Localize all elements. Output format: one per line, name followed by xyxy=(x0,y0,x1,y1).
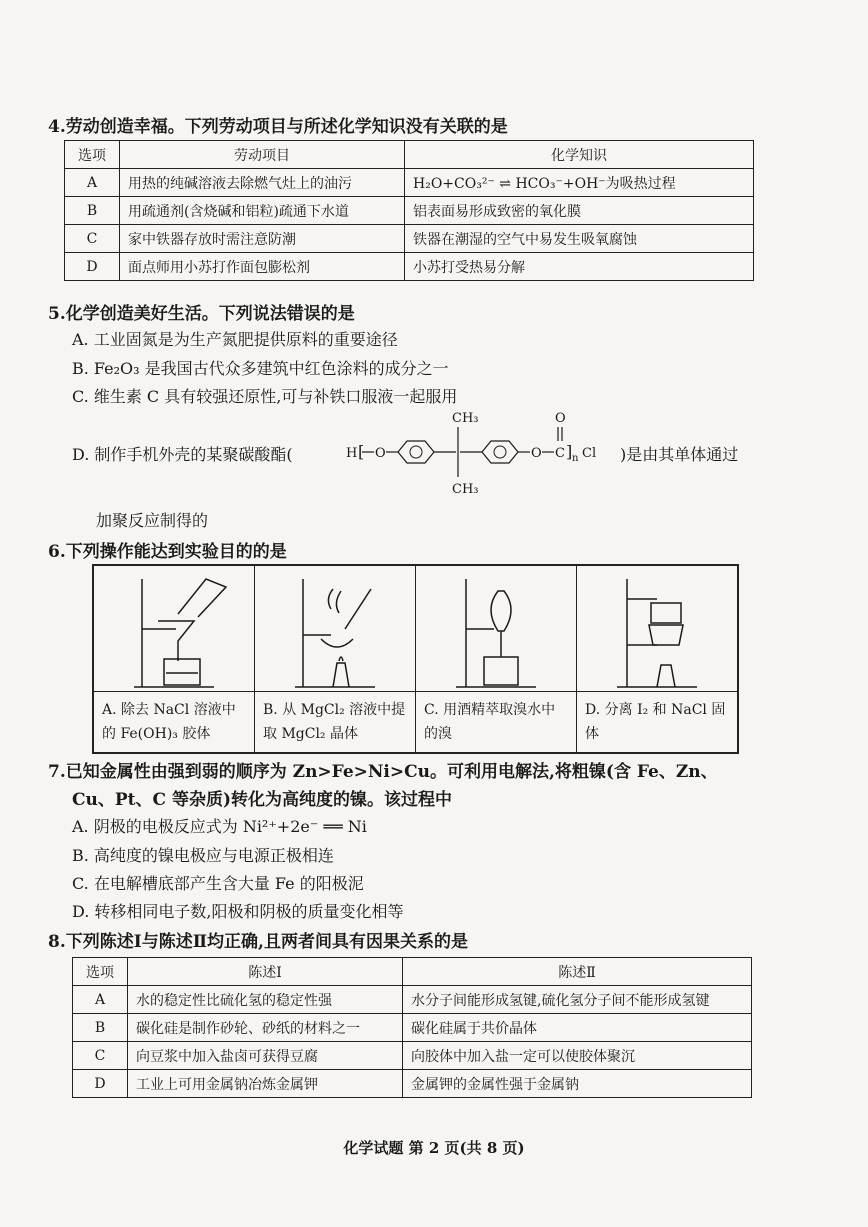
formula-cl: Cl xyxy=(582,446,597,461)
option-cell: B xyxy=(65,197,120,225)
table-header: 选项 xyxy=(73,958,128,986)
q6-stem: 6.下列操作能达到实验目的的是 xyxy=(48,542,287,562)
apparatus-caption-a: A. 除去 NaCl 溶液中的 Fe(OH)₃ 胶体 xyxy=(102,702,236,742)
apparatus-caption-c: C. 用酒精萃取溴水中的溴 xyxy=(424,702,556,742)
table-header: 陈述Ⅱ xyxy=(403,958,752,986)
item-cell: 用热的纯碱溶液去除燃气灶上的油污 xyxy=(120,169,405,197)
aromatic-circle xyxy=(410,446,422,458)
q7-stem-line-2: Cu、Pt、C 等杂质)转化为高纯度的镍。该过程中 xyxy=(72,790,453,810)
formula-o2: O xyxy=(531,446,542,461)
q7-option-d: D. 转移相同电子数,阳极和阴极的质量变化相等 xyxy=(72,902,404,921)
knowledge-cell: 小苏打受热易分解 xyxy=(405,253,754,281)
q5-option-d-suffix: )是由其单体通过 xyxy=(620,445,739,464)
aromatic-circle xyxy=(494,446,506,458)
polycarbonate-structure xyxy=(340,405,625,497)
formula-o1: O xyxy=(375,446,386,461)
apparatus-caption-d: D. 分离 I₂ 和 NaCl 固体 xyxy=(585,702,726,742)
apparatus-caption-b: B. 从 MgCl₂ 溶液中提取 MgCl₂ 晶体 xyxy=(263,702,406,742)
statement-1-cell: 水的稳定性比硫化氢的稳定性强 xyxy=(128,986,403,1014)
option-cell: D xyxy=(73,1070,128,1098)
formula-n: n xyxy=(572,453,579,464)
formula-h: H xyxy=(346,446,358,461)
table-header-row xyxy=(65,141,754,169)
table-row xyxy=(73,1042,752,1070)
table-row xyxy=(73,1070,752,1098)
separation-funnel-illustration xyxy=(416,566,576,692)
table-header: 选项 xyxy=(65,141,120,169)
q4-table xyxy=(64,140,754,281)
apparatus-cell-b xyxy=(255,566,416,752)
benzene-ring-2 xyxy=(482,441,518,463)
knowledge-cell: H₂O+CO₃²⁻ ⇌ HCO₃⁻+OH⁻为吸热过程 xyxy=(405,169,754,197)
table-row xyxy=(73,1014,752,1042)
table-row xyxy=(65,169,754,197)
formula-ch3-bottom: CH₃ xyxy=(452,482,479,497)
statement-1-cell: 向豆浆中加入盐卤可获得豆腐 xyxy=(128,1042,403,1070)
item-cell: 用疏通剂(含烧碱和铝粒)疏通下水道 xyxy=(120,197,405,225)
q6-apparatus-table xyxy=(92,564,739,754)
q5-option-c: C. 维生素 C 具有较强还原性,可与补铁口服液一起服用 xyxy=(72,387,458,406)
table-row xyxy=(73,986,752,1014)
q7-stem-line-1: 7.已知金属性由强到弱的顺序为 Zn>Fe>Ni>Cu。可利用电解法,将粗镍(含 Fe、Zn、 xyxy=(48,762,718,782)
option-cell: A xyxy=(65,169,120,197)
item-cell: 家中铁器存放时需注意防潮 xyxy=(120,225,405,253)
evaporation-illustration xyxy=(255,566,415,692)
table-header-row xyxy=(73,958,752,986)
option-cell: C xyxy=(73,1042,128,1070)
q4-stem: 4.劳动创造幸福。下列劳动项目与所述化学知识没有关联的是 xyxy=(48,117,508,137)
option-cell: A xyxy=(73,986,128,1014)
table-row xyxy=(65,253,754,281)
formula-bracket-right: ] xyxy=(566,442,573,461)
formula-o-top: O xyxy=(555,411,566,426)
table-header: 化学知识 xyxy=(405,141,754,169)
option-cell: B xyxy=(73,1014,128,1042)
filtration-illustration xyxy=(94,566,254,692)
table-header: 陈述Ⅰ xyxy=(128,958,403,986)
q7-option-c: C. 在电解槽底部产生含大量 Fe 的阳极泥 xyxy=(72,874,364,893)
q7-option-b: B. 高纯度的镍电极应与电源正极相连 xyxy=(72,846,334,865)
q8-stem: 8.下列陈述Ⅰ与陈述Ⅱ均正确,且两者间具有因果关系的是 xyxy=(48,932,468,952)
statement-1-cell: 碳化硅是制作砂轮、砂纸的材料之一 xyxy=(128,1014,403,1042)
option-cell: C xyxy=(65,225,120,253)
apparatus-cell-a xyxy=(94,566,255,752)
item-cell: 面点师用小苏打作面包膨松剂 xyxy=(120,253,405,281)
q5-option-d-prefix: D. 制作手机外壳的某聚碳酸酯( xyxy=(72,445,293,464)
statement-2-cell: 碳化硅属于共价晶体 xyxy=(403,1014,752,1042)
q8-table xyxy=(72,957,752,1098)
statement-1-cell: 工业上可用金属钠冶炼金属钾 xyxy=(128,1070,403,1098)
option-cell: D xyxy=(65,253,120,281)
q5-option-d-continued: 加聚反应制得的 xyxy=(96,511,209,530)
statement-2-cell: 向胶体中加入盐一定可以使胶体聚沉 xyxy=(403,1042,752,1070)
statement-2-cell: 水分子间能形成氢键,硫化氢分子间不能形成氢键 xyxy=(403,986,752,1014)
q5-option-b: B. Fe₂O₃ 是我国古代众多建筑中红色涂料的成分之一 xyxy=(72,359,449,378)
q5-option-a: A. 工业固氮是为生产氮肥提供原料的重要途径 xyxy=(72,330,398,349)
knowledge-cell: 铁器在潮湿的空气中易发生吸氧腐蚀 xyxy=(405,225,754,253)
apparatus-cell-c xyxy=(416,566,577,752)
formula-ch3-top: CH₃ xyxy=(452,411,479,426)
knowledge-cell: 铝表面易形成致密的氧化膜 xyxy=(405,197,754,225)
q7-option-a: A. 阴极的电极反应式为 Ni²⁺+2e⁻ ══ Ni xyxy=(72,817,367,836)
statement-2-cell: 金属钾的金属性强于金属钠 xyxy=(403,1070,752,1098)
formula-c: C xyxy=(555,446,565,461)
table-row xyxy=(65,197,754,225)
q5-stem: 5.化学创造美好生活。下列说法错误的是 xyxy=(48,304,355,324)
formula-bracket-left: [ xyxy=(358,442,365,461)
table-header: 劳动项目 xyxy=(120,141,405,169)
apparatus-cell-d xyxy=(577,566,737,752)
page-footer: 化学试题 第 2 页(共 8 页) xyxy=(343,1139,525,1157)
sublimation-illustration xyxy=(577,566,737,692)
benzene-ring-1 xyxy=(398,441,434,463)
table-row xyxy=(65,225,754,253)
